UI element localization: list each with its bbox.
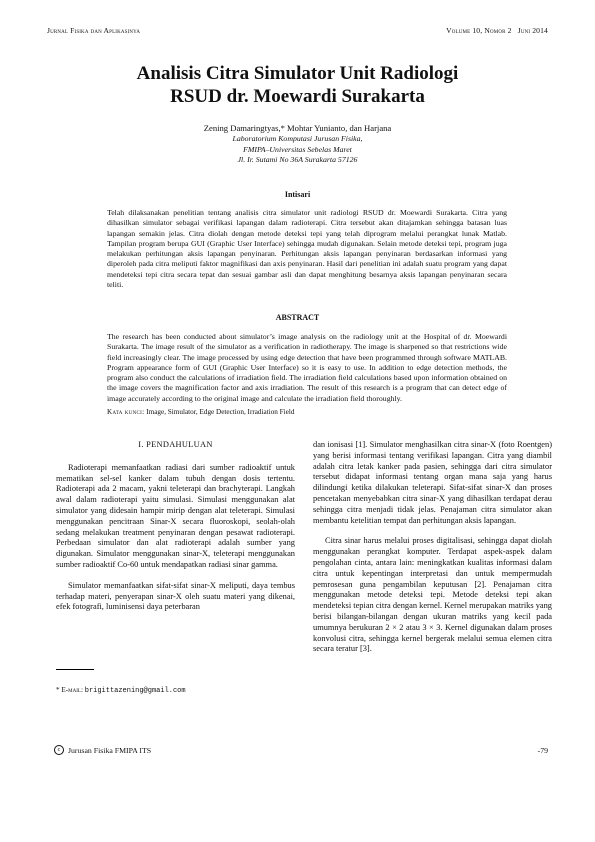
left-column xyxy=(56,440,295,623)
keywords-label: Kata kunci: xyxy=(107,408,145,416)
paragraph-4: Citra sinar harus melalui proses digitalisasi, sehingga dapat diolah menggunakan perangkat komputer. Terdapat aspek-aspek dalam pengolahan cinta, antara lain: meningkatkan kualitas informasi dalam citra untuk kepentingan interpretasi dan untuk mempermudah pemrosesan guna pengambilan keputusan [2]. Penajaman citra menggunakan metode deteksi tepi. Metode deteksi tepi akan mendeteksi tepian citra dengan kernel. Kernel merupakan matriks yang berisi bilangan-bilangan dengan ukuran matriks yang kecil pada umumnya berukuran 2 × 2 atau 3 × 3. Kernel digunakan dalam proses konvolusi citra, sehingga kernel bergerak melalui semua elemen citra secara teratur [3]. xyxy=(313,536,552,654)
volume-number: Volume 10, Nomor 2 xyxy=(446,26,512,35)
author-block xyxy=(60,123,535,166)
author-email: brigittazening@gmail.com xyxy=(84,687,186,695)
intisari-text: Telah dilaksanakan penelitian tentang analisis citra simulator unit radiologi RSUD dr. Moewardi Surakarta. Citra yang dihasilkan simulator sebagai verifikasi lapangan dalam radioterapi. Citra tersebut akan ditajamkan sehingga batasan luas lapangan semakin jelas. Citra diolah dengan metode deteksi tepi yang telah diprogram melalui perangkat lunak Matlab. Tampilan program berupa GUI (Graphic User Interface) sehingga mudah digunakan. Selain metode deteksi tepi, program juga melakukan perhitungan aksis lapangan penyinaran. Perhitungan aksis lapangan penyinaran berdasarkan informasi yang diperoleh pada citra meliputi faktor magnifikasi dan axis penyinaran. Hasil dari penelitian ini adalah suatu program yang dapat mendeteksi tepi citra secara tepat dan sesuai gambar asli dan dapat menghitung besarnya aksis lapangan penyinaran secara teliti. xyxy=(107,208,507,290)
copyright-holder: Jurusan Fisika FMIPA ITS xyxy=(68,745,152,755)
copyright-icon: c xyxy=(54,745,64,755)
title-line-1: Analisis Citra Simulator Unit Radiologi xyxy=(136,63,459,84)
affiliation-line-1: Laboratorium Komputasi Jurusan Fisika, xyxy=(232,134,363,143)
keywords-text: Image, Simulator, Edge Detection, Irradiation Field xyxy=(146,408,295,416)
paragraph-2: Simulator memanfaatkan sifat-sifat sinar-X meliputi, daya tembus terhadap materi, penyerapan sinar-X oleh suatu materi yang dikenai, efek fotografi, luminisensi daya peterbaran xyxy=(56,580,295,612)
keywords xyxy=(107,408,507,416)
paper-title xyxy=(60,62,535,108)
author-names: Zening Damaringtyas,* Mohtar Yunianto, dan Harjana xyxy=(203,123,392,133)
intisari-heading: Intisari xyxy=(284,190,311,199)
title-line-2: RSUD dr. Moewardi Surakarta xyxy=(170,86,425,107)
issue-info xyxy=(446,26,548,35)
page-footer xyxy=(54,745,548,755)
running-header xyxy=(47,26,548,35)
journal-name: Jurnal Fisika dan Aplikasinya xyxy=(47,26,141,35)
abstract-text: The research has been conducted about simulator’s image analysis on the radiology unit at the Hospital of dr. Moewardi Surakarta. The image result of the simulator as a verification in radiotherapy. The image is sharpened so that restrictions wide field increasingly clear. The image processed by using edge detection that have been programmed through software MATLAB. Program appearance form of GUI (Graphic User Interface) so it is easy to use. In addition to edge detection methods, the program also conduct the calculations of irradiation field. The irradiation field calculations based upon information obtained on the image covers the magnification factor and axis irradiation. The result of this research is a program that can detect edge of image accurately according to the original image and calculate the irradiation field thoroughly. xyxy=(107,332,507,403)
affiliation-address: Jl. Ir. Sutami No 36A Surakarta 57126 xyxy=(237,155,358,164)
footnote-rule xyxy=(56,669,94,670)
copyright xyxy=(54,745,151,755)
footnote xyxy=(56,686,186,695)
footnote-label: * E-mail: xyxy=(56,686,83,694)
paragraph-3: dan ionisasi [1]. Simulator menghasilkan citra sinar-X (foto Roentgen) yang berisi informasi tentang verifikasi lapangan. Citra yang diambil adalah citra letak kanker pada pasien, sehingga dari citra simulator tersebut didapat informasi tentang organ mana saja yang harus dilindungi ketika dilakukan teleterapi. Sifat-sifat sinar-X dan proses pencetakan menyebabkan citra sinar-X yang dihasilkan terdapat derau sehingga citra menjadi tidak jelas. Penajaman citra simulator akan membantu ketelitian tempat dan perhitungan aksis lapangan. xyxy=(313,440,552,525)
paragraph-1: Radioterapi memanfaatkan radiasi dari sumber radioaktif untuk mematikan sel-sel kanker dalam tubuh dengan dosis tertentu. Radioterapi ada 2 macam, yakni teleterapi dan brachyterapi. Langkah awal dalam radioterapi yaitu simulasi. Simulasi menggunakan alat simulator yang didesain hampir mirip dengan alat teleterapi. Simulasi menggunakan pencitraan Sinar-X secara fluoroskopi, seolah-olah sedang melakukan treatment penyinaran dengan pesawat radioterapi. Perbedaan simulator dan alat radioterapi adalah sumber yang digunakan. Simulator menggunakan sinar-X, teleterapi menggunakan sumber radioaktif Co-60 untuk mendapatkan radiasi sinar gamma. xyxy=(56,462,295,569)
section-heading: I. PENDAHULUAN xyxy=(138,440,213,449)
right-column xyxy=(313,440,552,665)
affiliation-line-2: FMIPA–Universitas Sebelas Maret xyxy=(243,144,352,154)
page-number: -79 xyxy=(537,745,548,755)
issue-date: Juni 2014 xyxy=(517,26,548,35)
abstract-heading: ABSTRACT xyxy=(275,313,320,322)
